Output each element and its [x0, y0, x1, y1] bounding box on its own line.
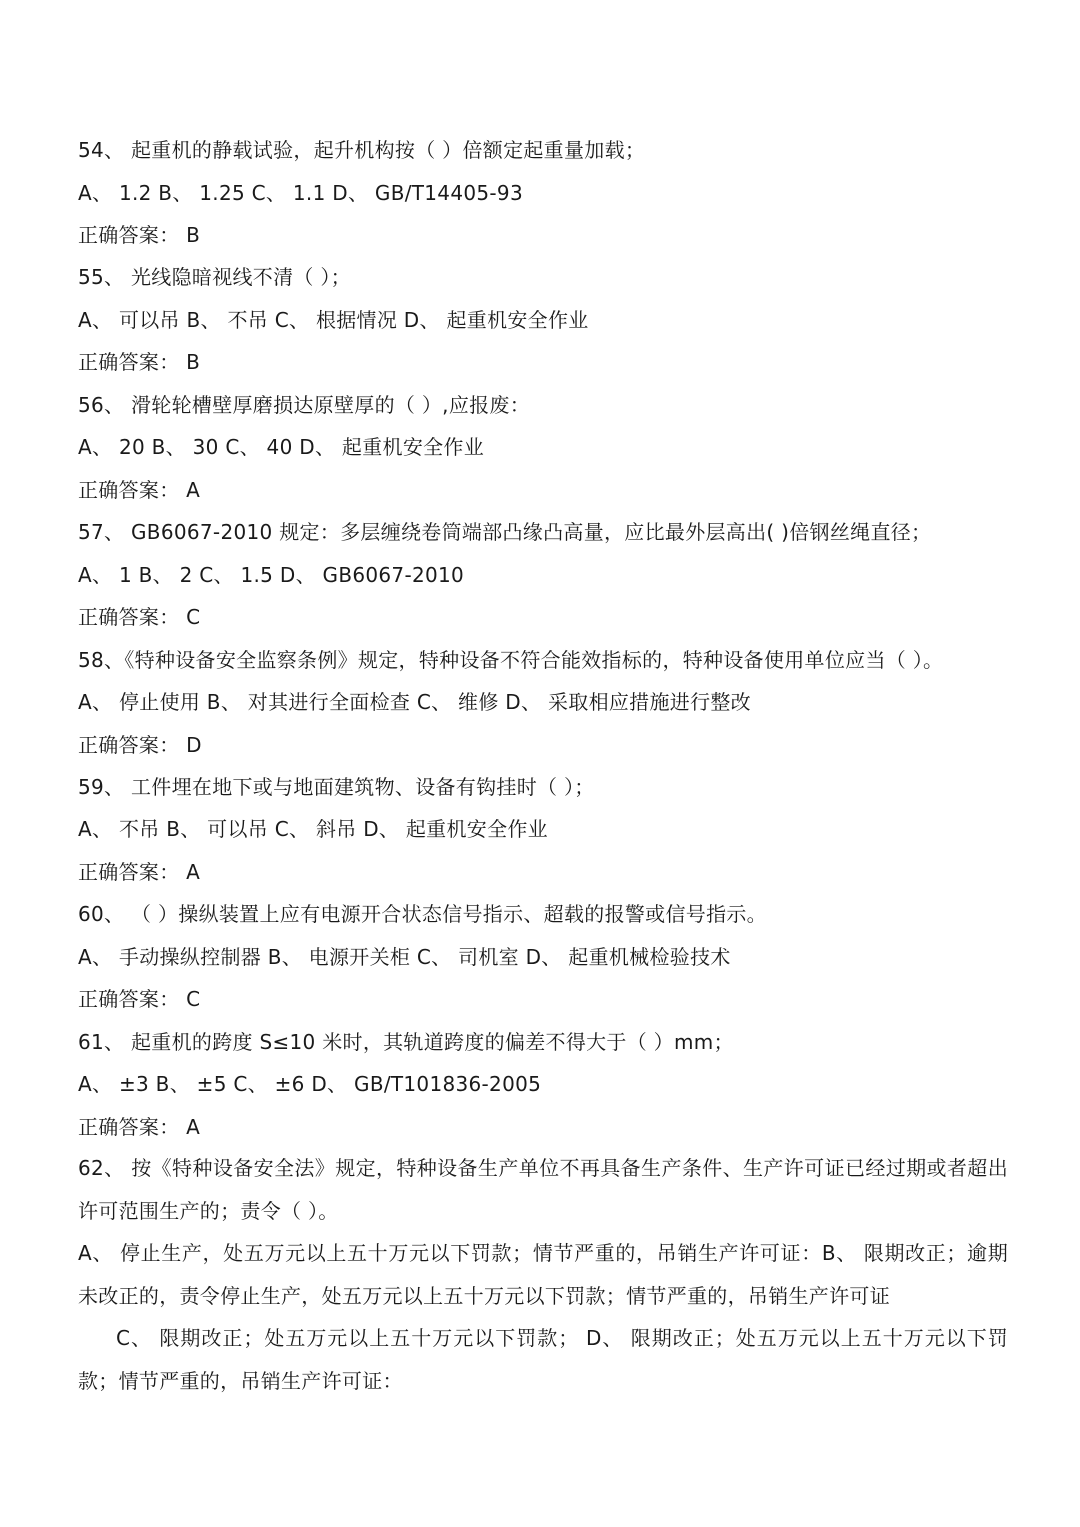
options-55: A、 可以吊 B、 不吊 C、 根据情况 D、 起重机安全作业 — [78, 308, 589, 332]
question-59: 59、 工件埋在地下或与地面建筑物、设备有钩挂时（ ）； — [78, 775, 595, 799]
answer-59: 正确答案： A — [78, 860, 201, 884]
answer-61: 正确答案： A — [78, 1115, 201, 1139]
options-61: A、 ±3 B、 ±5 C、 ±6 D、 GB/T101836-2005 — [78, 1072, 542, 1096]
question-56: 56、 滑轮轮槽壁厚磨损达原壁厚的（ ）,应报废： — [78, 393, 531, 417]
question-57: 57、 GB6067-2010 规定：多层缠绕卷筒端部凸缘凸高量，应比最外层高出( )倍钢丝绳直径； — [78, 520, 932, 544]
options-57: A、 1 B、 2 C、 1.5 D、 GB6067-2010 — [78, 563, 465, 587]
answer-58: 正确答案： D — [78, 733, 202, 757]
options-62-part1: A、 停止生产，处五万元以上五十万元以下罚款；情节严重的，吊销生产许可证：B、 限期改正；逾期未改正的，责令停止生产，处五万元以上五十万元以下罚款；情节严重的，吊销生产许可证 — [78, 1241, 1008, 1308]
question-54: 54、 起重机的静载试验，起升机构按（ ）倍额定起重量加载； — [78, 138, 646, 162]
options-58: A、 停止使用 B、 对其进行全面检查 C、 维修 D、 采取相应措施进行整改 — [78, 690, 751, 714]
options-62-part2-container — [78, 1317, 1008, 1402]
answer-60: 正确答案： C — [78, 987, 201, 1011]
answer-56: 正确答案： A — [78, 478, 201, 502]
options-56: A、 20 B、 30 C、 40 D、 起重机安全作业 — [78, 435, 485, 459]
answer-54: 正确答案： B — [78, 223, 201, 247]
question-55: 55、 光线隐暗视线不清（ ）； — [78, 265, 351, 289]
question-61: 61、 起重机的跨度 S≤10 米时，其轨道跨度的偏差不得大于（ ）mm； — [78, 1030, 734, 1054]
question-58: 58、《特种设备安全监察条例》规定，特种设备不符合能效指标的，特种设备使用单位应当（ ）。 — [78, 648, 944, 672]
options-62-part2: C、 限期改正；处五万元以上五十万元以下罚款； D、 限期改正；处五万元以上五十万元以下罚款；情节严重的，吊销生产许可证： — [78, 1326, 1008, 1393]
question-60: 60、 （ ）操纵装置上应有电源开合状态信号指示、超载的报警或信号指示。 — [78, 902, 767, 926]
question-62: 62、 按《特种设备安全法》规定，特种设备生产单位不再具备生产条件、生产许可证已经过期或者超出许可范围生产的；责令（ ）。 — [78, 1156, 1008, 1223]
options-54: A、 1.2 B、 1.25 C、 1.1 D、 GB/T14405-93 — [78, 181, 523, 205]
answer-55: 正确答案： B — [78, 350, 201, 374]
options-60: A、 手动操纵控制器 B、 电源开关柜 C、 司机室 D、 起重机械检验技术 — [78, 945, 731, 969]
options-59: A、 不吊 B、 可以吊 C、 斜吊 D、 起重机安全作业 — [78, 817, 548, 841]
answer-57: 正确答案： C — [78, 605, 201, 629]
